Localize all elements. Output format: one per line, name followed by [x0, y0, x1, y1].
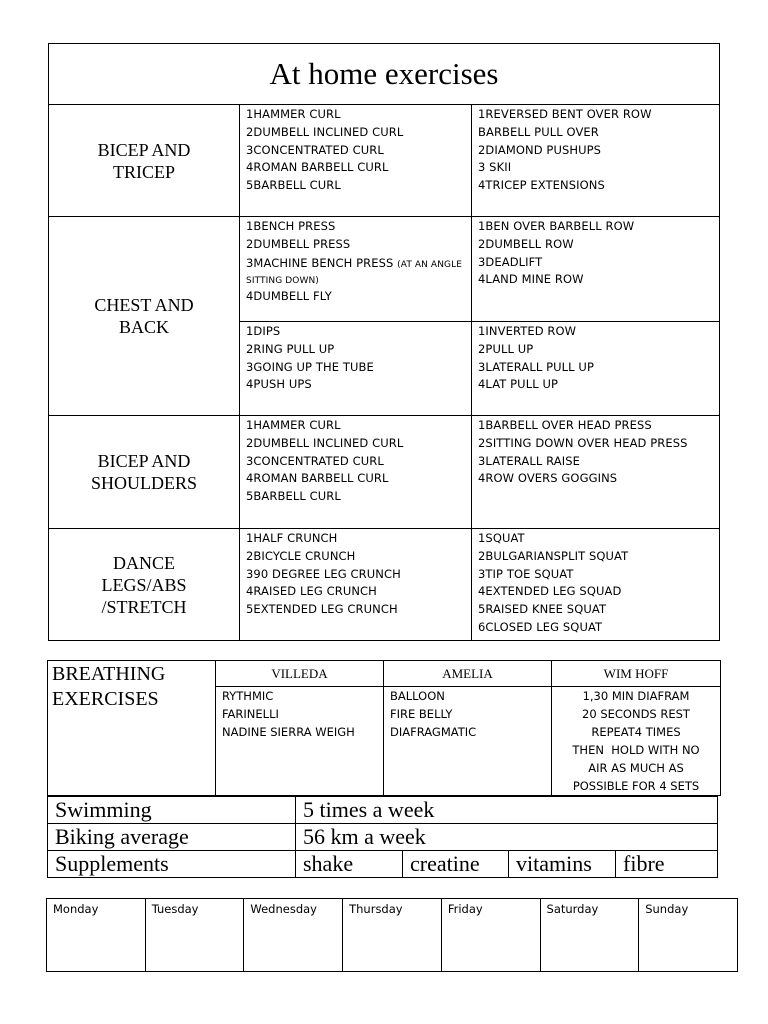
exercise-item: 2DIAMOND PUSHUPS [478, 142, 602, 157]
exercise-item: 2DUMBELL PRESS [246, 236, 351, 251]
supplements-label: Supplements [55, 851, 169, 876]
biking-label: Biking average [55, 824, 189, 849]
category-bicep-shoulders [49, 416, 240, 529]
exercise-item: 3GOING UP THE TUBE [246, 359, 374, 374]
weekly-schedule [46, 898, 738, 972]
breathing-item: BALLOON [390, 689, 445, 703]
exercise-item: 4ROMAN BARBELL CURL [246, 471, 389, 486]
exercise-item: 1INVERTED ROW [478, 324, 577, 338]
exercise-item: 4ROMAN BARBELL CURL [246, 160, 389, 175]
exercise-item: 4LAT PULL UP [478, 377, 559, 392]
breathing-heading-line: BREATHING [52, 663, 166, 685]
exercise-item: 3TIP TOE SQUAT [478, 566, 574, 581]
breathing-list [216, 687, 384, 796]
supplement-item: fibre [615, 851, 717, 877]
breathing-heading [48, 661, 216, 796]
exercise-item: 6CLOSED LEG SQUAT [478, 619, 603, 634]
exercise-item: 390 DEGREE LEG CRUNCH [246, 566, 401, 581]
breathing-item: 20 SECONDS REST [582, 707, 690, 721]
exercise-item: 3 SKII [478, 160, 512, 175]
swimming-row [47, 796, 718, 824]
exercise-list-right [472, 529, 720, 641]
exercise-list-left [240, 105, 472, 217]
exercise-list-right [472, 416, 720, 529]
exercise-item [246, 254, 471, 288]
category-dance-legs-abs [49, 529, 240, 641]
category-line: BACK [118, 317, 169, 337]
exercise-item: 2BULGARIANSPLIT SQUAT [478, 548, 629, 563]
breathing-column-header: AMELIA [384, 661, 552, 687]
breathing-column-header: WIM HOFF [552, 661, 721, 687]
exercise-item: 2SITTING DOWN OVER HEAD PRESS [478, 435, 688, 450]
breathing-item: NADINE SIERRA WEIGH [222, 725, 355, 739]
biking-row [47, 823, 718, 851]
biking-value: 56 km a week [295, 824, 717, 850]
exercise-item: 1HALF CRUNCH [246, 531, 338, 545]
breathing-list-wim-hof [552, 687, 721, 796]
exercise-list-left [240, 529, 472, 641]
category-line: BICEP AND [97, 139, 191, 160]
swimming-value: 5 times a week [295, 797, 717, 823]
exercise-item: 3CONCENTRATED CURL [246, 142, 384, 157]
exercise-item: 4PUSH UPS [246, 377, 312, 392]
breathing-heading-line: EXERCISES [52, 688, 159, 710]
breathing-table [47, 660, 721, 796]
exercise-item: 4TRICEP EXTENSIONS [478, 178, 605, 193]
exercise-item: 3LATERALL PULL UP [478, 359, 594, 374]
supplement-item: vitamins [508, 851, 615, 877]
exercise-item: 1HAMMER CURL [246, 418, 341, 432]
exercise-item: BARBELL PULL OVER [478, 124, 599, 139]
exercise-item: 5BARBELL CURL [246, 178, 341, 193]
exercise-item: 3DEADLIFT [478, 254, 543, 269]
exercise-list-right [472, 217, 720, 322]
swimming-label: Swimming [55, 797, 152, 822]
exercise-item: 1REVERSED BENT OVER ROW [478, 107, 652, 121]
breathing-item: THEN HOLD WITH NO [572, 743, 700, 757]
day-wednesday: Wednesday [244, 899, 343, 972]
category-line: CHEST AND [94, 295, 194, 315]
breathing-item: POSSIBLE FOR 4 SETS [572, 779, 700, 793]
category-chest-back [49, 217, 240, 416]
day-friday: Friday [441, 899, 540, 972]
exercise-table [48, 43, 720, 641]
supplement-item: shake [295, 851, 402, 877]
exercise-item: 2DUMBELL INCLINED CURL [246, 124, 404, 139]
exercise-item: 4LAND MINE ROW [478, 272, 584, 287]
category-line: BICEP AND [97, 451, 191, 471]
exercise-item: 3CONCENTRATED CURL [246, 453, 384, 468]
breathing-list [384, 687, 552, 796]
page-title: At home exercises [49, 44, 720, 105]
category-line: TRICEP [112, 161, 175, 182]
exercise-list-left [240, 217, 472, 322]
category-line: LEGS/ABS [101, 574, 187, 595]
exercise-item: 4DUMBELL FLY [246, 288, 332, 303]
exercise-item: 1BARBELL OVER HEAD PRESS [478, 418, 652, 432]
exercise-item: 5EXTENDED LEG CRUNCH [246, 602, 398, 617]
exercise-main: 3MACHINE BENCH PRESS [246, 255, 394, 270]
exercise-item: 4EXTENDED LEG SQUAD [478, 584, 622, 599]
exercise-item: 4RAISED LEG CRUNCH [246, 584, 377, 599]
exercise-list-right [472, 105, 720, 217]
exercise-item: 2PULL UP [478, 341, 534, 356]
exercise-list-left [240, 416, 472, 529]
category-line: /STRETCH [101, 596, 187, 617]
exercise-note: (AT AN ANGLE SITTING DOWN) [246, 259, 462, 286]
exercise-item: 1DIPS [246, 324, 281, 338]
day-tuesday: Tuesday [145, 899, 244, 972]
exercise-item: 2RING PULL UP [246, 341, 335, 356]
day-monday: Monday [47, 899, 146, 972]
day-saturday: Saturday [540, 899, 639, 972]
exercise-item: 4ROW OVERS GOGGINS [478, 471, 618, 486]
exercise-item: 2BICYCLE CRUNCH [246, 548, 356, 563]
breathing-column-header: VILLEDA [216, 661, 384, 687]
breathing-item: REPEAT4 TIMES [591, 725, 681, 739]
exercise-item: 2DUMBELL ROW [478, 236, 574, 251]
exercise-item: 1HAMMER CURL [246, 107, 341, 121]
exercise-item: 1SQUAT [478, 531, 525, 545]
supplements-row [47, 850, 718, 878]
breathing-item: DIAFRAGMATIC [390, 725, 477, 739]
breathing-item: 1,30 MIN DIAFRAM [582, 689, 690, 703]
exercise-item: 3LATERALL RAISE [478, 453, 580, 468]
breathing-item: FIRE BELLY [390, 707, 453, 721]
category-bicep-tricep [49, 105, 240, 217]
exercise-item: 1BEN OVER BARBELL ROW [478, 219, 635, 233]
exercise-item: 5BARBELL CURL [246, 489, 341, 504]
exercise-item: 2DUMBELL INCLINED CURL [246, 435, 404, 450]
exercise-item: 1BENCH PRESS [246, 219, 336, 233]
breathing-item: RYTHMIC [222, 689, 274, 703]
supplement-item: creatine [402, 851, 508, 877]
breathing-item: FARINELLI [222, 707, 279, 721]
exercise-list-right [472, 322, 720, 416]
category-line: DANCE [113, 552, 175, 573]
exercise-list-left [240, 322, 472, 416]
breathing-item: AIR AS MUCH AS [588, 761, 684, 775]
day-thursday: Thursday [343, 899, 442, 972]
exercise-item: 5RAISED KNEE SQUAT [478, 602, 607, 617]
category-line: SHOULDERS [90, 473, 197, 493]
day-sunday: Sunday [639, 899, 738, 972]
